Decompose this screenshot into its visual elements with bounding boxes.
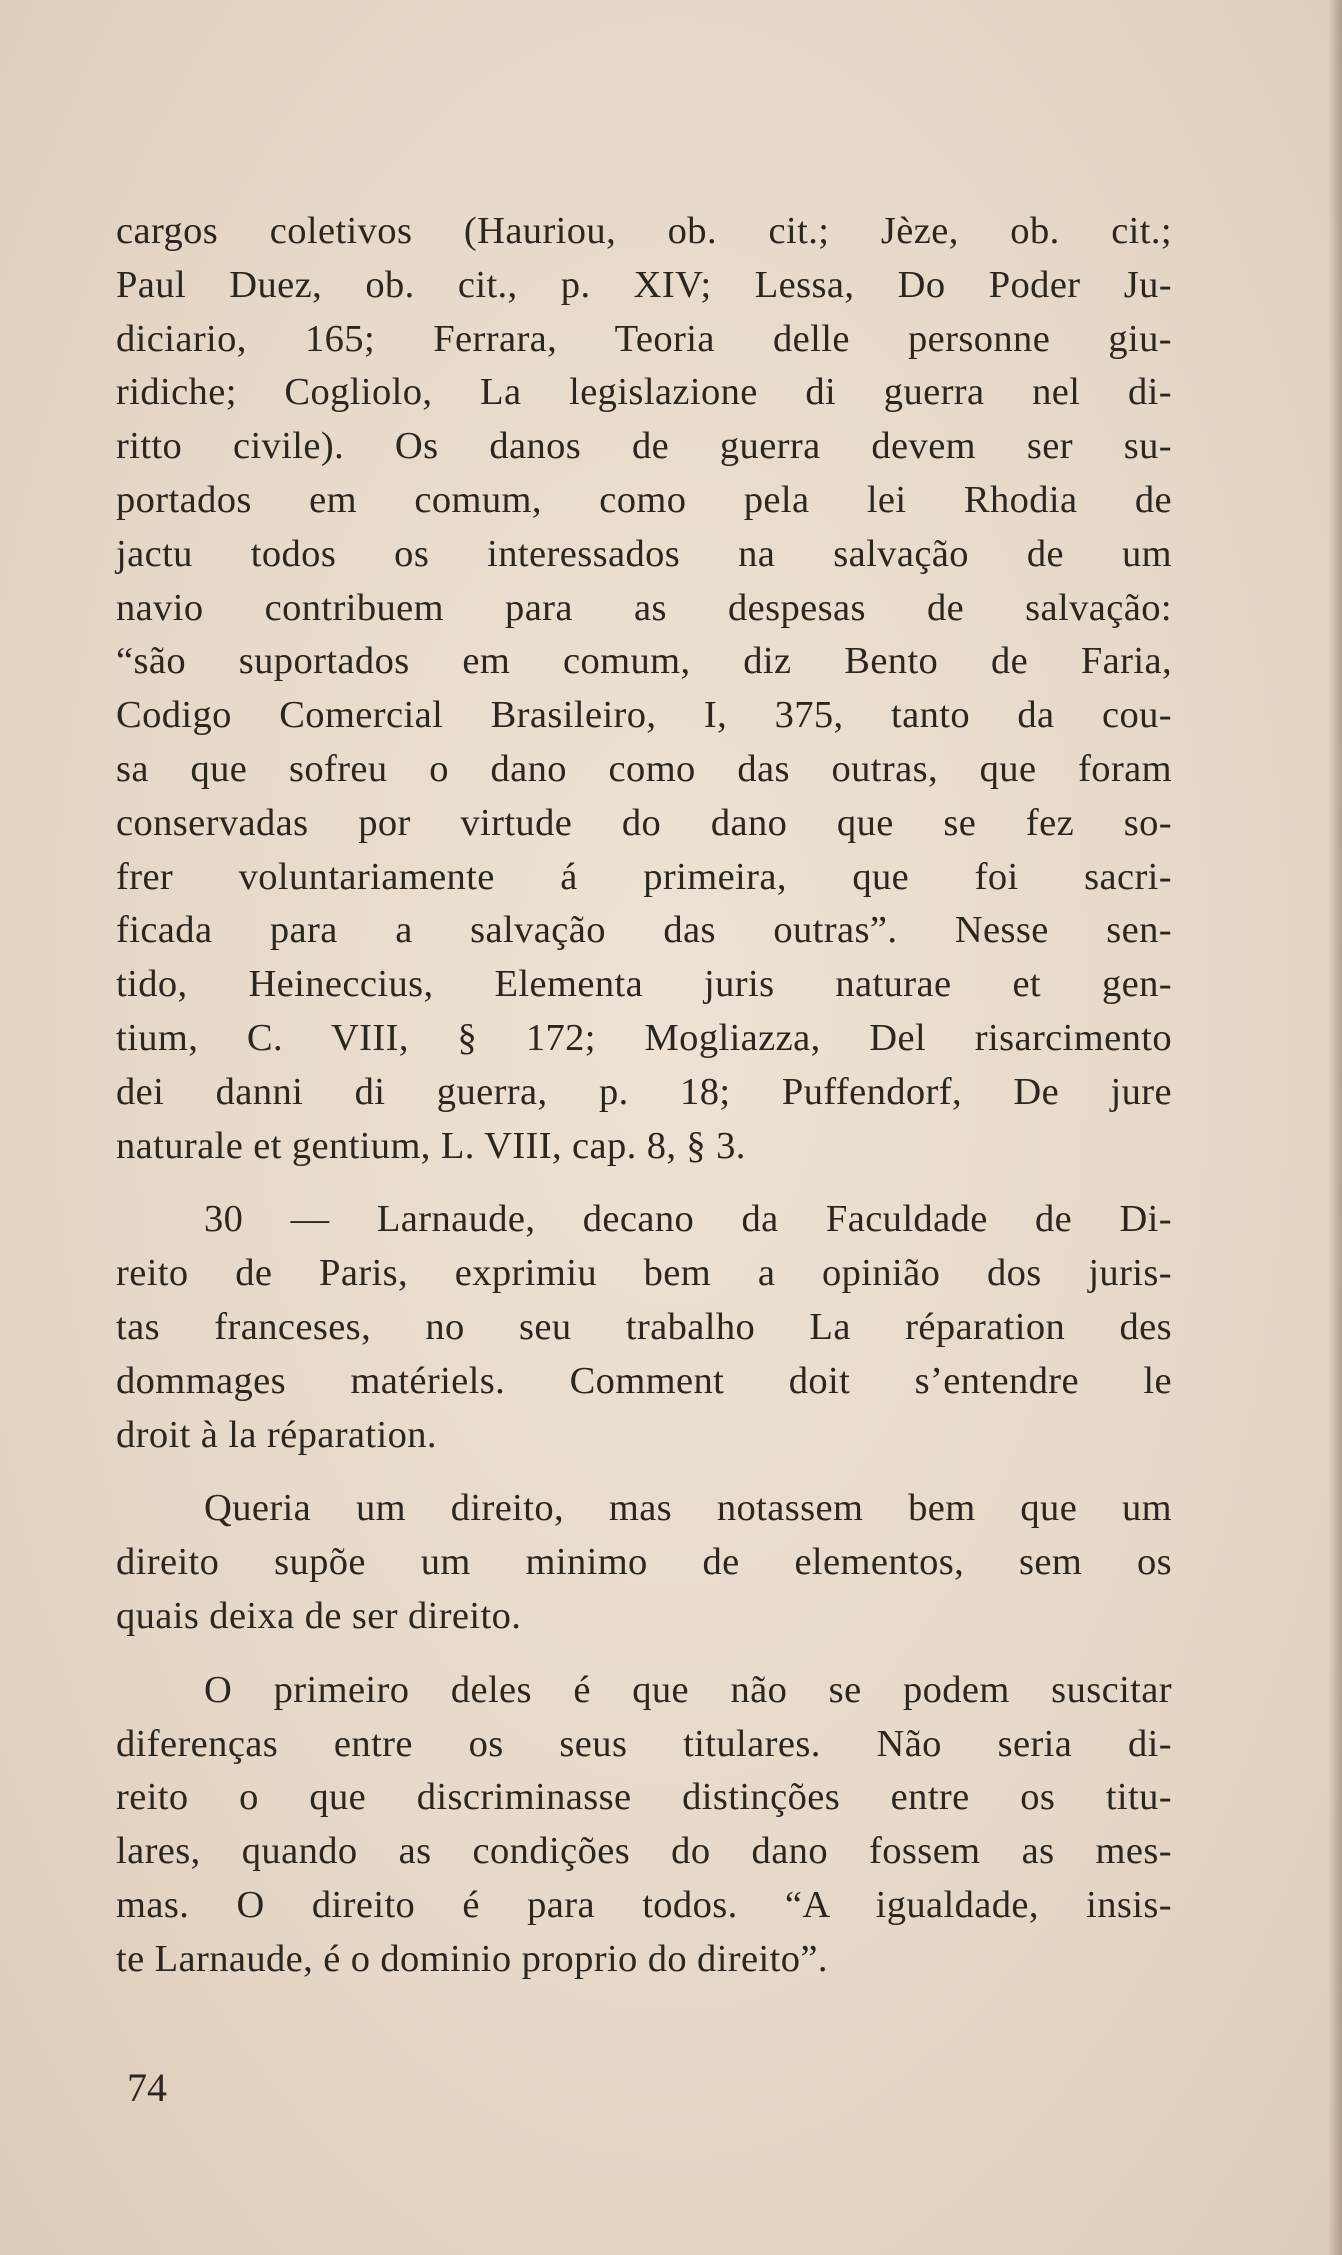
text-line: quais deixa de ser direito. bbox=[116, 1594, 522, 1637]
paragraph-1 bbox=[116, 205, 1172, 1173]
text-line: 30 — Larnaude, decano da Faculdade de Di- bbox=[204, 1198, 1172, 1241]
body-text bbox=[116, 205, 1172, 1987]
page-number: 74 bbox=[127, 2065, 167, 2110]
text-line: Queria um direito, mas notassem bem que um bbox=[204, 1487, 1172, 1530]
text-line: reito o que discriminasse distinções entre os titu- bbox=[116, 1776, 1172, 1819]
paragraph-4 bbox=[116, 1664, 1172, 1987]
text-line: portados em comum, como pela lei Rhodia de bbox=[116, 478, 1172, 521]
text-line: O primeiro deles é que não se podem suscitar bbox=[204, 1668, 1172, 1711]
text-line: jactu todos os interessados na salvação de um bbox=[116, 532, 1172, 575]
text-line: sa que sofreu o dano como das outras, que foram bbox=[116, 747, 1172, 790]
text-line: ficada para a salvação das outras”. Nesse sen- bbox=[116, 909, 1172, 952]
text-line: lares, quando as condições do dano fossem as mes- bbox=[116, 1830, 1172, 1873]
text-line: cargos coletivos (Hauriou, ob. cit.; Jèze, ob. cit.; bbox=[116, 210, 1172, 252]
text-line: conservadas por virtude do dano que se fez so- bbox=[116, 801, 1172, 844]
text-line: naturale et gentium, L. VIII, cap. 8, § 3. bbox=[116, 1124, 746, 1167]
paragraph-3 bbox=[116, 1482, 1172, 1643]
text-line: frer voluntariamente á primeira, que foi sacri- bbox=[116, 855, 1172, 898]
text-line: tas franceses, no seu trabalho La réparation des bbox=[116, 1305, 1172, 1348]
text-line: diciario, 165; Ferrara, Teoria delle personne giu- bbox=[116, 317, 1172, 360]
page-edge bbox=[1328, 0, 1342, 2255]
paragraph-2 bbox=[116, 1193, 1172, 1462]
text-line: navio contribuem para as despesas de salvação: bbox=[116, 586, 1172, 629]
text-line: tido, Heineccius, Elementa juris naturae et gen- bbox=[116, 963, 1172, 1006]
text-line: Codigo Comercial Brasileiro, I, 375, tanto da cou- bbox=[116, 694, 1172, 737]
text-line: reito de Paris, exprimiu bem a opinião dos juris- bbox=[116, 1252, 1172, 1295]
text-line: “são suportados em comum, diz Bento de Faria, bbox=[116, 640, 1172, 683]
text-line: ritto civile). Os danos de guerra devem ser su- bbox=[116, 425, 1172, 468]
text-line: dei danni di guerra, p. 18; Puffendorf, De jure bbox=[116, 1070, 1172, 1113]
text-line: mas. O direito é para todos. “A igualdade, insis- bbox=[116, 1883, 1172, 1926]
text-line: dommages matériels. Comment doit s’entendre le bbox=[116, 1359, 1172, 1402]
text-line: droit à la réparation. bbox=[116, 1413, 437, 1456]
text-line: ridiche; Cogliolo, La legislazione di guerra nel di- bbox=[116, 371, 1172, 414]
text-line: te Larnaude, é o dominio proprio do direito”. bbox=[116, 1937, 828, 1980]
text-line: diferenças entre os seus titulares. Não seria di- bbox=[116, 1722, 1172, 1765]
text-line: tium, C. VIII, § 172; Mogliazza, Del risarcimento bbox=[116, 1016, 1172, 1059]
text-line: direito supõe um minimo de elementos, sem os bbox=[116, 1541, 1172, 1584]
text-line: Paul Duez, ob. cit., p. XIV; Lessa, Do Poder Ju- bbox=[116, 263, 1172, 306]
